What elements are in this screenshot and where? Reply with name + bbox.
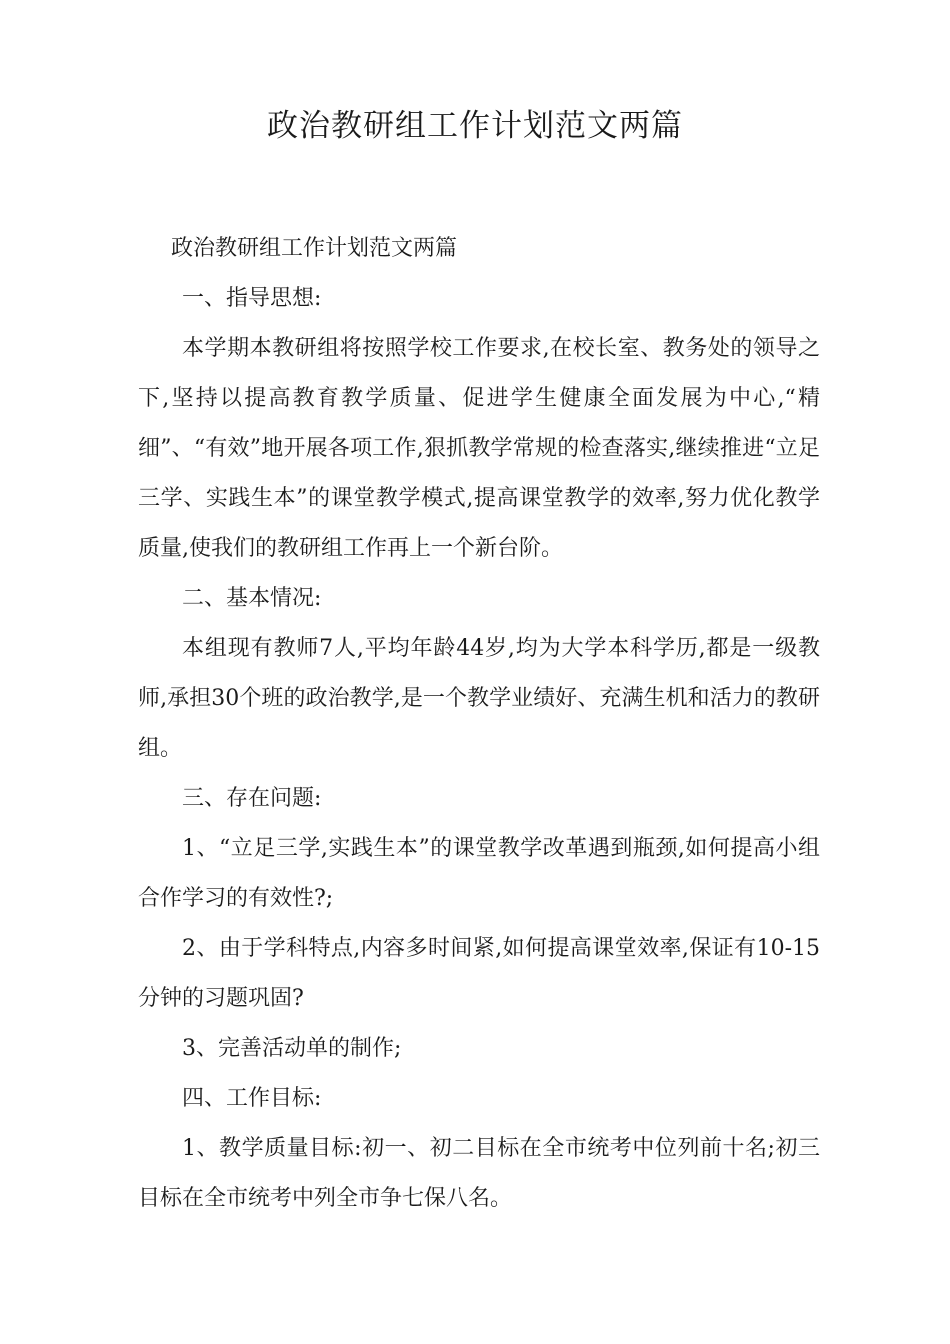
section-heading-guiding-ideology: 一、指导思想: (182, 286, 322, 311)
section-heading-work-goals: 四、工作目标: (182, 1086, 322, 1111)
paragraph-problem-2: 2、由于学科特点,内容多时间紧,如何提高课堂效率,保证有10-15分钟的习题巩固? (138, 936, 820, 1011)
section-heading-basic-situation: 二、基本情况: (182, 586, 322, 611)
document-body (138, 224, 820, 1224)
paragraph-guiding-ideology: 本学期本教研组将按照学校工作要求,在校长室、教务处的领导之下,坚持以提高教育教学质量、促进学生健康全面发展为中心,“精细”、“有效”地开展各项工作,狠抓教学常规的检查落实,继续推进“立足三学、实践生本”的课堂教学模式,提高课堂教学的效率,努力优化教学质量,使我们的教研组工作再上一个新台阶。 (138, 336, 820, 561)
paragraph-problem-1: 1、“立足三学,实践生本”的课堂教学改革遇到瓶颈,如何提高小组合作学习的有效性?; (138, 836, 820, 911)
section-heading-existing-problems: 三、存在问题: (182, 786, 322, 811)
document-subtitle: 政治教研组工作计划范文两篇 (171, 236, 458, 261)
paragraph-goal-1: 1、教学质量目标:初一、初二目标在全市统考中位列前十名;初三目标在全市统考中列全市争七保八名。 (138, 1136, 820, 1211)
paragraph-basic-situation: 本组现有教师7人,平均年龄44岁,均为大学本科学历,都是一级教师,承担30个班的政治教学,是一个教学业绩好、充满生机和活力的教研组。 (138, 636, 820, 761)
paragraph-problem-3: 3、完善活动单的制作; (182, 1036, 402, 1061)
document-title: 政治教研组工作计划范文两篇 (267, 108, 683, 144)
